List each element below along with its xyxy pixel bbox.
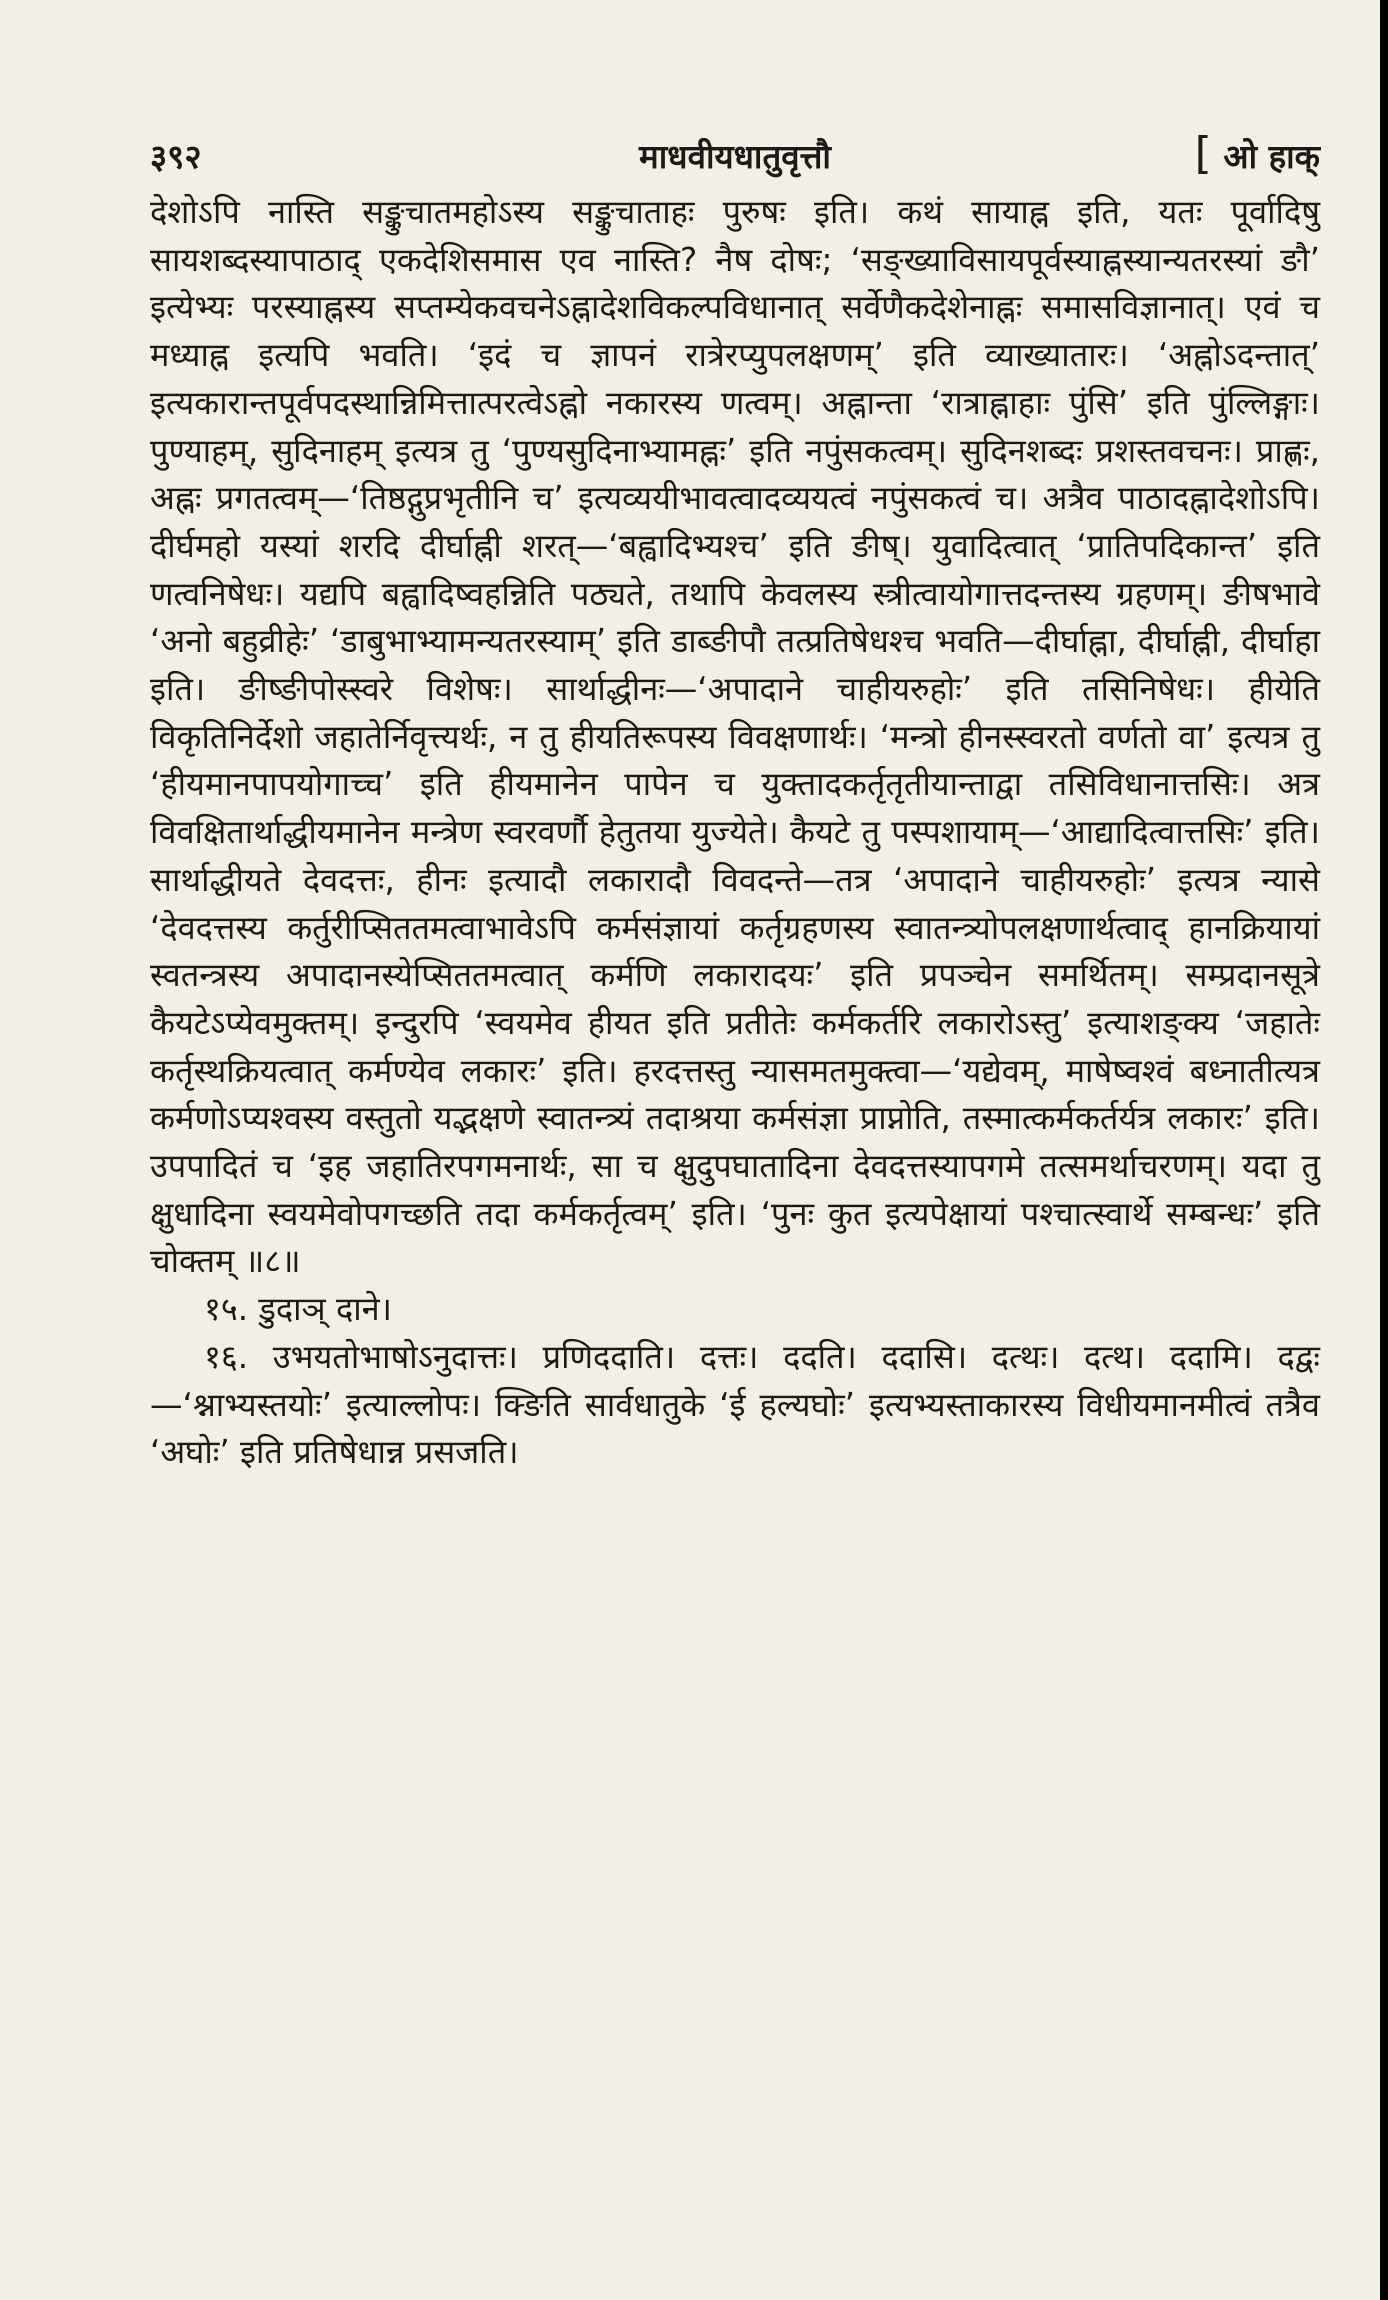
section-label: ओ हाक्: [1223, 137, 1320, 176]
section-bracket: [: [1194, 128, 1212, 179]
page-number: ३९२: [150, 137, 202, 176]
commentary-paragraph: देशोऽपि नास्ति सङ्कुचातमहोऽस्य सङ्कुचाताहः पुरुषः इति। कथं सायाह्न इति, यतः पूर्वादिषु सायशब्दस्यापाठाद् एकदेशिसमास एव नास्ति? नैष दोषः; ‘सङ्ख्याविसायपूर्वस्याह्नस्यान्यतरस्यां ङौ’ इत्येभ्यः परस्याह्नस्य सप्तम्येकवचनेऽह्नादेशविकल्पविधानात् सर्वेणैकदेशेनाह्नः समासविज्ञानात्। एवं च मध्याह्न इत्यपि भवति। ‘इदं च ज्ञापनं रात्रेरप्युपलक्षणम्’ इति व्याख्यातारः। ‘अह्नोऽदन्तात्’ इत्यकारान्तपूर्वपदस्थान्निमित्तात्परत्वेऽह्नो नकारस्य णत्वम्। अह्नान्ता ‘रात्राह्नाहाः पुंसि’ इति पुंल्लिङ्गाः। पुण्याहम्, सुदिनाहम् इत्यत्र तु ‘पुण्यसुदिनाभ्यामह्नः’ इति नपुंसकत्वम्। सुदिनशब्दः प्रशस्तवचनः। प्राह्णः, अह्नः प्रगतत्वम्—‘तिष्ठद्गुप्रभृतीनि च’ इत्यव्ययीभावत्वादव्ययत्वं नपुंसकत्वं च। अत्रैव पाठादह्नादेशोऽपि। दीर्घमहो यस्यां शरदि दीर्घाह्नी शरत्—‘बह्वादिभ्यश्च’ इति ङीष्। युवादित्वात् ‘प्रातिपदिकान्त’ इति णत्वनिषेधः। यद्यपि बह्वादिष्वहन्निति पठ्यते, तथापि केवलस्य स्त्रीत्वायोगात्तदन्तस्य ग्रहणम्। ङीषभावे ‘अनो बहुव्रीहेः’ ‘डाबुभाभ्यामन्यतरस्याम्’ इति डाब्ङीपौ तत्प्रतिषेधश्च भवति—दीर्घाह्ना, दीर्घाह्नी, दीर्घाहा इति। ङीष्ङीपोस्स्वरे विशेषः। सार्थाद्धीनः—‘अपादाने चाहीयरुहोः’ इति तसिनिषेधः। हीयेति विकृतिनिर्देशो जहातेर्निवृत्त्यर्थः, न तु हीयतिरूपस्य विवक्षणार्थः। ‘मन्त्रो हीनस्स्वरतो वर्णतो वा’ इत्यत्र तु ‘हीयमानपापयोगाच्च’ इति हीयमानेन पापेन च युक्तादकर्तृतृतीयान्ताद्वा तसिविधानात्तसिः। अत्र विवक्षितार्थाद्धीयमानेन मन्त्रेण स्वरवर्णौ हेतुतया युज्येते। कैयटे तु पस्पशायाम्—‘आद्यादित्वात्तसिः’ इति। सार्थाद्धीयते देवदत्तः, हीनः इत्यादौ लकारादौ विवदन्ते—तत्र ‘अपादाने चाहीयरुहोः’ इत्यत्र न्यासे ‘देवदत्तस्य कर्तुरीप्सिततमत्वाभावेऽपि कर्मसंज्ञायां कर्तृग्रहणस्य स्वातन्त्र्योपलक्षणार्थत्वाद् हानक्रियायां स्वतन्त्रस्य अपादानस्येप्सिततमत्वात् कर्मणि लकारादयः’ इति प्रपञ्चेन समर्थितम्। सम्प्रदानसूत्रे कैयटेऽप्येवमुक्तम्। इन्दुरपि ‘स्वयमेव हीयत इति प्रतीतेः कर्मकर्तरि लकारोऽस्तु’ इत्याशङ्क्य ‘जहातेः कर्तृस्थक्रियत्वात् कर्मण्येव लकारः’ इति। हरदत्तस्तु न्यासमतमुक्त्वा—‘यद्येवम्, माषेष्वश्वं बध्नातीत्यत्र कर्मणोऽप्यश्वस्य वस्तुतो यद्भक्षणे स्वातन्त्र्यं तदाश्रया कर्मसंज्ञा प्राप्नोति, तस्मात्कर्मकर्तर्यत्र लकारः’ इति। उपपादितं च ‘इह जहातिरपगमनार्थः, सा च क्षुदुपघातादिना देवदत्तस्यापगमे तत्समर्थाचरणम्। यदा तु क्षुधादिना स्वयमेवोपगच्छति तदा कर्मकर्तृत्वम्’ इति। ‘पुनः कुत इत्यपेक्षायां पश्चात्स्वार्थे सम्बन्धः’ इति चोक्तम् ॥८॥: [150, 193, 1320, 1281]
page-edge-shadow: [1380, 0, 1388, 2300]
section-marker: [1120, 128, 1320, 179]
root-entry-15: १५. डुदाञ् दाने।: [204, 1290, 393, 1329]
running-title: माधवीयधातुवृत्तौ: [639, 137, 831, 176]
running-header: [150, 128, 1320, 179]
root-entry-16: १६. उभयतोभाषोऽनुदात्तः। प्रणिददाति। दत्तः। ददति। ददासि। दत्थः। दत्थ। ददामि। दद्वः—‘श्नाभ्यस्तयोः’ इत्याल्लोपः। क्ङिति सार्वधातुके ‘ई हल्यघोः’ इत्यभ्यस्ताकारस्य विधीयमानमीत्वं तत्रैव ‘अघोः’ इति प्रतिषेधान्न प्रसजति।: [150, 1337, 1320, 1472]
body-text: [150, 189, 1320, 1477]
